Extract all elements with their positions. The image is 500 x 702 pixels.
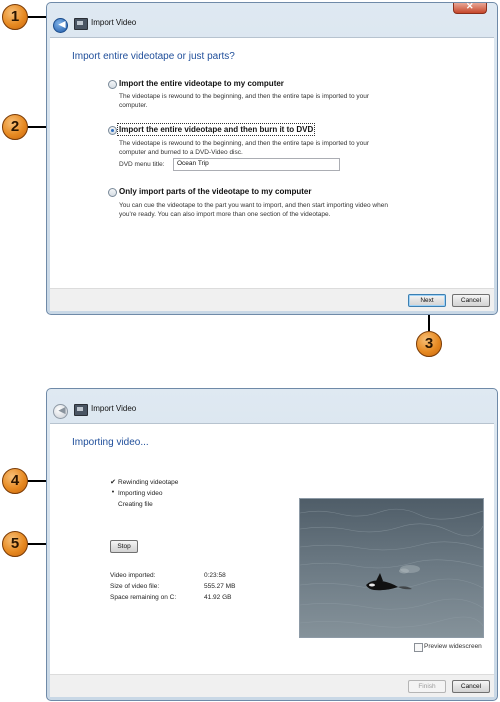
space-remaining-label: Space remaining on C: [110,594,177,601]
back-arrow-icon: ◄ [56,403,68,417]
option-burn-dvd-description: The videotape is rewound to the beginning, and then the entire tape is imported to your computer and burned to a DVD-Video disc. [119,140,370,156]
close-button[interactable] [453,3,487,14]
option-import-parts-description: You can cue the videotape to the part you want to import, and then start importing video when you're ready. You can also import more than one section of the videotape. [119,202,388,218]
callout-1: 1 [2,4,28,30]
progress-panel [50,423,494,675]
stop-button[interactable]: Stop [110,540,138,553]
step-importing: Importing video [118,490,163,497]
import-video-window-options [46,2,498,315]
option-import-entire-label[interactable]: Import the entire videotape to my computer [119,79,284,88]
ocean-orca-image [300,499,483,637]
cancel-button[interactable]: Cancel [452,294,490,307]
video-imported-label: Video imported: [110,572,156,579]
option-import-entire-radio[interactable] [108,80,117,89]
button-bar [50,674,494,697]
dvd-menu-title-label: DVD menu title: [119,161,165,168]
video-file-size-value: 555.27 MB [204,583,236,590]
preview-widescreen-label[interactable]: Preview widescreen [424,643,482,650]
cancel-button[interactable]: Cancel [452,680,490,693]
video-preview [299,498,484,638]
callout-3: 3 [416,331,442,357]
video-imported-value: 0:23:58 [204,572,226,579]
option-burn-dvd-radio[interactable] [108,126,117,135]
option-import-parts-label[interactable]: Only import parts of the videotape to my computer [119,187,312,196]
step-creating-file: Creating file [118,501,153,508]
next-button[interactable]: Next [408,294,446,307]
camcorder-icon [74,404,88,416]
title-bar [47,3,497,37]
close-icon: ✕ [466,1,474,11]
preview-widescreen-checkbox[interactable] [414,643,423,652]
page-heading: Importing video... [72,437,149,448]
step-done-check-icon: ✔ [110,479,116,486]
options-panel [50,37,494,289]
back-button [53,404,68,419]
option-import-entire-description: The videotape is rewound to the beginning, and then the entire tape is imported to your computer. [119,93,370,109]
callout-4: 4 [2,468,28,494]
window-title: Import Video [91,18,137,27]
back-arrow-icon: ◄ [56,17,68,31]
step-rewinding: Rewinding videotape [118,479,179,486]
page-heading: Import entire videotape or just parts? [72,51,235,62]
option-burn-dvd-label[interactable]: Import the entire videotape and then burn it to DVD [119,125,314,134]
step-current-bullet-icon: • [111,489,115,496]
button-bar [50,288,494,311]
dvd-menu-title-input[interactable]: Ocean Trip [173,158,340,171]
callout-2: 2 [2,114,28,140]
camcorder-icon [74,18,88,30]
back-button[interactable] [53,18,68,33]
option-import-parts-radio[interactable] [108,188,117,197]
video-file-size-label: Size of video file: [110,583,160,590]
callout-5: 5 [2,531,28,557]
finish-button[interactable]: Finish [408,680,446,693]
import-video-window-progress [46,388,498,701]
window-title: Import Video [91,404,137,413]
space-remaining-value: 41.92 GB [204,594,232,601]
title-bar [47,389,497,423]
